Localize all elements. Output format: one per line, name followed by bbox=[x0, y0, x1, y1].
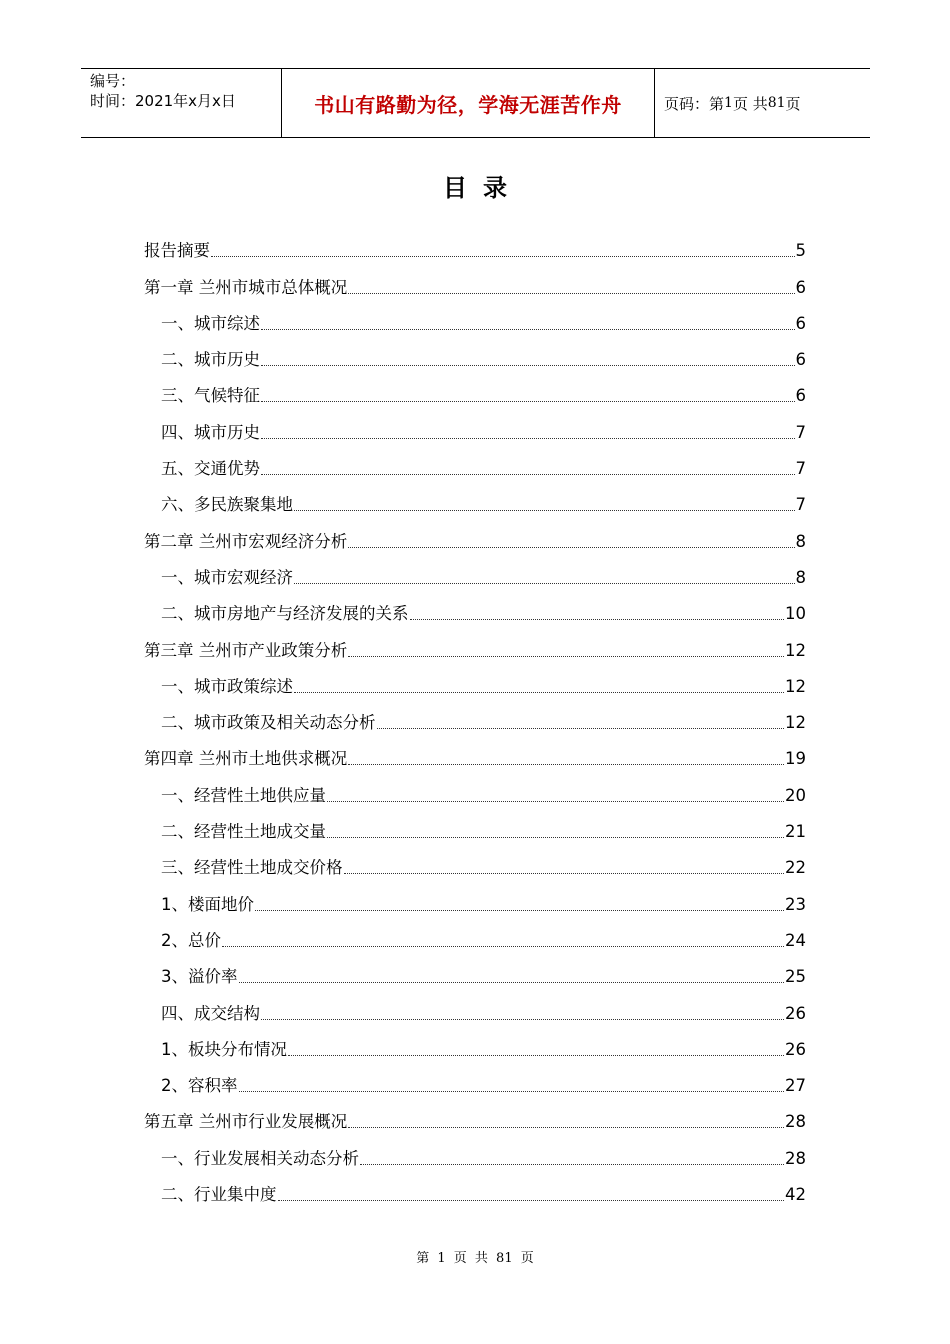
toc-leader-dots bbox=[348, 293, 794, 294]
toc-entry-title: 二、城市房地产与经济发展的关系 bbox=[161, 604, 409, 624]
toc-entry-page: 23 bbox=[785, 894, 806, 914]
toc-entry-title: 五、交通优势 bbox=[161, 459, 260, 479]
toc-leader-dots bbox=[377, 728, 785, 729]
toc-entry-page: 10 bbox=[785, 604, 806, 624]
toc-entry[interactable] bbox=[144, 299, 806, 335]
toc-entry[interactable] bbox=[144, 1025, 806, 1061]
toc-leader-dots bbox=[294, 510, 795, 511]
page-total: 81 bbox=[767, 95, 786, 111]
toc-entry[interactable] bbox=[144, 1061, 806, 1097]
toc-leader-dots bbox=[222, 946, 784, 947]
toc-leader-dots bbox=[344, 873, 785, 874]
toc-entry[interactable] bbox=[144, 843, 806, 879]
toc-entry-title: 四、城市历史 bbox=[161, 422, 260, 442]
toc-entry-page: 12 bbox=[785, 640, 806, 660]
toc-entry-page: 25 bbox=[785, 967, 806, 987]
toc-leader-dots bbox=[294, 583, 795, 584]
toc-entry-title: 四、成交结构 bbox=[161, 1003, 260, 1023]
toc-leader-dots bbox=[348, 547, 794, 548]
toc-entry[interactable] bbox=[144, 371, 806, 407]
toc-entry-page: 27 bbox=[785, 1076, 806, 1096]
toc-entry-page: 12 bbox=[785, 713, 806, 733]
toc-leader-dots bbox=[261, 365, 795, 366]
toc-entry-page: 6 bbox=[795, 313, 806, 333]
toc-entry-title: 第四章 兰州市土地供求概况 bbox=[144, 749, 348, 769]
toc-entry[interactable] bbox=[144, 988, 806, 1024]
toc-leader-dots bbox=[211, 256, 795, 257]
toc-entry-page: 6 bbox=[795, 386, 806, 406]
toc-entry-page: 7 bbox=[795, 495, 806, 515]
toc-leader-dots bbox=[261, 474, 795, 475]
toc-entry-title: 第二章 兰州市宏观经济分析 bbox=[144, 531, 348, 551]
toc-entry-title: 一、经营性土地供应量 bbox=[161, 785, 326, 805]
toc-entry-page: 5 bbox=[795, 241, 806, 261]
toc-entry-title: 二、城市政策及相关动态分析 bbox=[161, 713, 376, 733]
page-label: 页码：第 bbox=[664, 94, 725, 113]
toc-entry-page: 8 bbox=[795, 531, 806, 551]
page-title: 目录 bbox=[443, 174, 523, 202]
table-of-contents bbox=[144, 226, 806, 1206]
toc-leader-dots bbox=[261, 401, 795, 402]
toc-leader-dots bbox=[348, 656, 784, 657]
toc-entry-title: 2、容积率 bbox=[161, 1076, 238, 1096]
toc-entry-title: 一、城市政策综述 bbox=[161, 676, 293, 696]
toc-entry[interactable] bbox=[144, 335, 806, 371]
toc-leader-dots bbox=[327, 837, 784, 838]
toc-entry-page: 19 bbox=[785, 749, 806, 769]
toc-entry[interactable] bbox=[144, 480, 806, 516]
toc-entry[interactable] bbox=[144, 879, 806, 915]
toc-entry-page: 6 bbox=[795, 277, 806, 297]
toc-entry-title: 第一章 兰州市城市总体概况 bbox=[144, 277, 348, 297]
toc-entry-title: 三、经营性土地成交价格 bbox=[161, 858, 343, 878]
page-header bbox=[81, 68, 870, 138]
toc-leader-dots bbox=[239, 1091, 785, 1092]
toc-entry[interactable] bbox=[144, 952, 806, 988]
toc-entry-page: 12 bbox=[785, 676, 806, 696]
page-footer: 第 1 页 共 81 页 bbox=[416, 1251, 534, 1266]
toc-entry[interactable] bbox=[144, 226, 806, 262]
toc-entry[interactable] bbox=[144, 553, 806, 589]
toc-entry[interactable] bbox=[144, 1170, 806, 1206]
toc-entry[interactable] bbox=[144, 444, 806, 480]
toc-leader-dots bbox=[261, 438, 795, 439]
header-motto-cell bbox=[282, 69, 655, 137]
toc-entry-page: 20 bbox=[785, 785, 806, 805]
toc-entry-page: 6 bbox=[795, 350, 806, 370]
toc-entry-title: 1、楼面地价 bbox=[161, 894, 254, 914]
toc-entry-page: 28 bbox=[785, 1148, 806, 1168]
toc-entry[interactable] bbox=[144, 807, 806, 843]
toc-entry-page: 7 bbox=[795, 422, 806, 442]
toc-leader-dots bbox=[261, 1019, 784, 1020]
toc-entry-page: 26 bbox=[785, 1003, 806, 1023]
toc-entry-page: 22 bbox=[785, 858, 806, 878]
toc-entry-title: 2、总价 bbox=[161, 930, 221, 950]
toc-entry-title: 一、城市综述 bbox=[161, 313, 260, 333]
toc-entry[interactable] bbox=[144, 516, 806, 552]
toc-leader-dots bbox=[278, 1200, 785, 1201]
toc-leader-dots bbox=[327, 801, 784, 802]
toc-entry-page: 7 bbox=[795, 459, 806, 479]
toc-entry[interactable] bbox=[144, 1097, 806, 1133]
header-motto: 书山有路勤为径，学海无涯苦作舟 bbox=[314, 92, 622, 117]
toc-entry[interactable] bbox=[144, 1133, 806, 1169]
toc-leader-dots bbox=[410, 619, 785, 620]
page-end: 页 bbox=[785, 94, 801, 113]
toc-leader-dots bbox=[348, 1127, 784, 1128]
toc-entry[interactable] bbox=[144, 916, 806, 952]
toc-entry-title: 一、城市宏观经济 bbox=[161, 567, 293, 587]
toc-entry-title: 1、板块分布情况 bbox=[161, 1039, 287, 1059]
toc-entry-title: 一、行业发展相关动态分析 bbox=[161, 1148, 359, 1168]
toc-entry-page: 8 bbox=[795, 567, 806, 587]
toc-leader-dots bbox=[348, 764, 784, 765]
toc-entry[interactable] bbox=[144, 698, 806, 734]
toc-entry[interactable] bbox=[144, 770, 806, 806]
toc-entry-title: 第五章 兰州市行业发展概况 bbox=[144, 1112, 348, 1132]
toc-entry-title: 六、多民族聚集地 bbox=[161, 495, 293, 515]
page-mid: 页 共 bbox=[732, 94, 768, 113]
toc-entry-title: 3、溢价率 bbox=[161, 967, 238, 987]
toc-entry-title: 第三章 兰州市产业政策分析 bbox=[144, 640, 348, 660]
toc-leader-dots bbox=[239, 982, 785, 983]
toc-entry-page: 42 bbox=[785, 1185, 806, 1205]
toc-entry-title: 二、城市历史 bbox=[161, 350, 260, 370]
header-left-cell bbox=[81, 69, 282, 137]
toc-leader-dots bbox=[288, 1055, 784, 1056]
toc-entry[interactable] bbox=[144, 625, 806, 661]
toc-leader-dots bbox=[360, 1164, 784, 1165]
toc-entry-title: 二、经营性土地成交量 bbox=[161, 822, 326, 842]
page-current: 1 bbox=[724, 95, 733, 111]
toc-entry-page: 28 bbox=[785, 1112, 806, 1132]
toc-entry-title: 二、行业集中度 bbox=[161, 1185, 277, 1205]
toc-entry[interactable] bbox=[144, 407, 806, 443]
header-page-cell bbox=[655, 69, 870, 137]
toc-entry-title: 报告摘要 bbox=[144, 241, 210, 261]
toc-entry-page: 26 bbox=[785, 1039, 806, 1059]
toc-leader-dots bbox=[261, 329, 795, 330]
toc-leader-dots bbox=[255, 910, 784, 911]
number-label: 编号： bbox=[90, 72, 136, 90]
toc-leader-dots bbox=[294, 692, 784, 693]
toc-entry[interactable] bbox=[144, 662, 806, 698]
toc-entry[interactable] bbox=[144, 734, 806, 770]
time-label: 时间：2021年x月x日 bbox=[90, 92, 236, 110]
toc-entry[interactable] bbox=[144, 589, 806, 625]
toc-entry[interactable] bbox=[144, 262, 806, 298]
toc-entry-title: 三、气候特征 bbox=[161, 386, 260, 406]
toc-entry-page: 21 bbox=[785, 822, 806, 842]
toc-entry-page: 24 bbox=[785, 930, 806, 950]
